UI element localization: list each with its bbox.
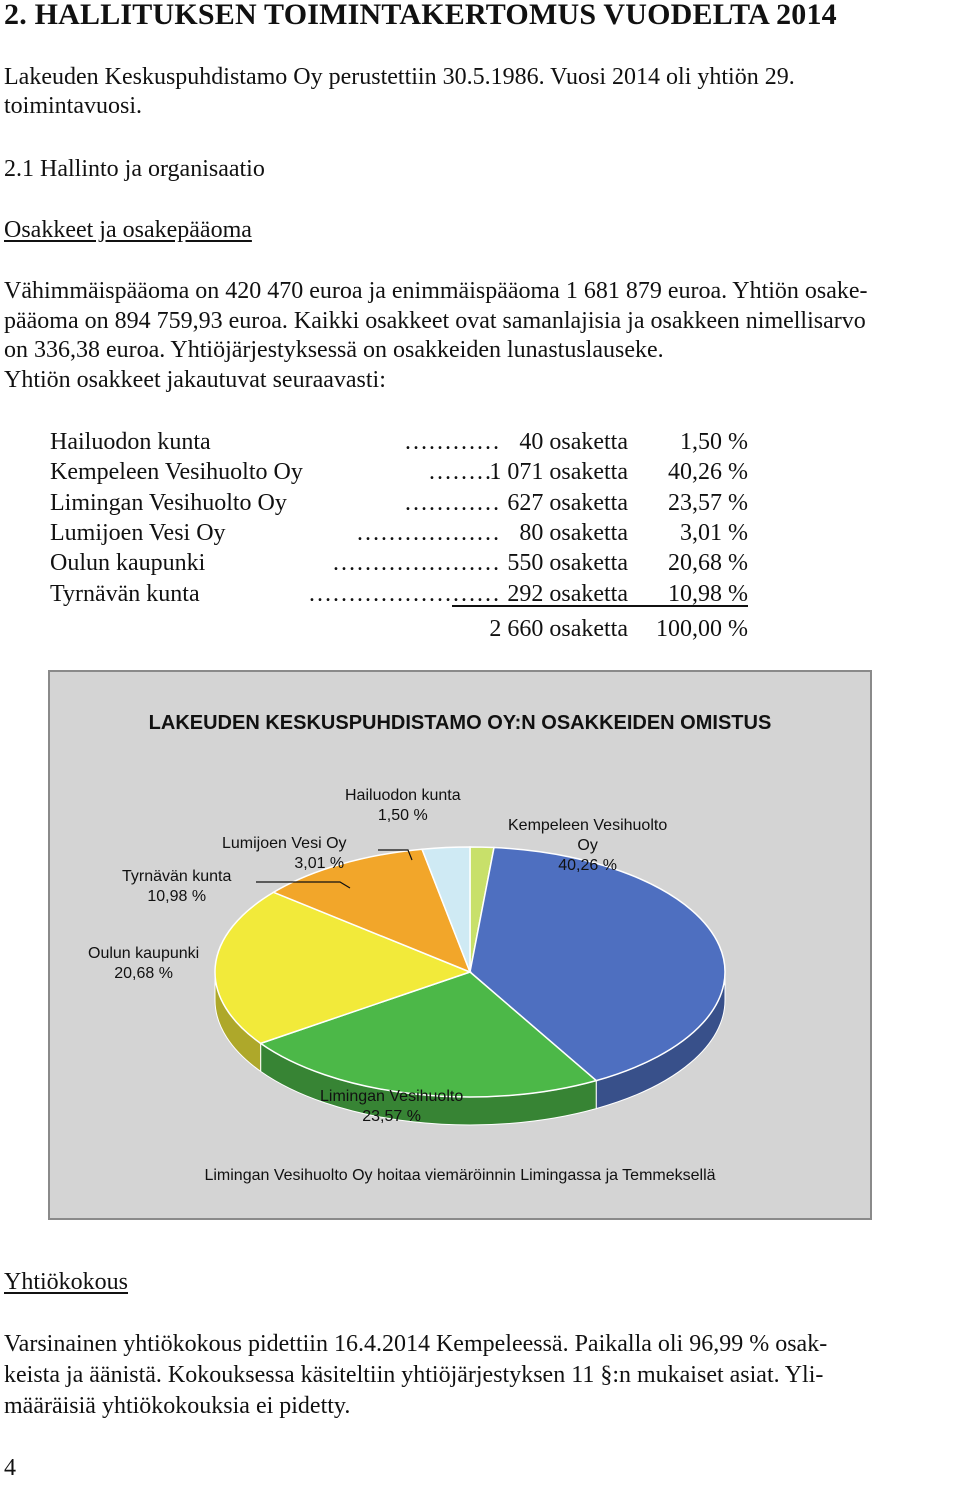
total-share-percent: 100,00 % xyxy=(656,616,748,642)
leader-dots: ………… xyxy=(404,490,500,516)
share-count: 1 071 osaketta xyxy=(489,459,628,485)
pie-label-oulu: Oulun kaupunki 20,68 % xyxy=(88,945,200,982)
shareholder-name: Kempeleen Vesihuolto Oy xyxy=(50,459,303,485)
ownership-pie-chart xyxy=(48,670,872,1220)
leader-dots: ………… xyxy=(404,429,500,455)
leader-dots: …………………… xyxy=(308,581,500,607)
share-count: 40 osaketta xyxy=(519,429,628,455)
shareholder-name: Tyrnävän kunta xyxy=(50,581,200,607)
share-percent: 40,26 % xyxy=(668,459,748,485)
meeting-line: määräisiä yhtiökokouksia ei pidetty. xyxy=(4,1393,351,1419)
leader-dots: ……… xyxy=(428,459,500,485)
pie-label-kempele: Kempeleen Vesihuolto Oy 40,26 % xyxy=(508,817,668,874)
share-percent: 1,50 % xyxy=(680,429,748,455)
share-percent: 10,98 % xyxy=(668,581,748,607)
subsection-shares-title: Osakkeet ja osakepääoma xyxy=(4,217,252,243)
chart-title: LAKEUDEN KESKUSPUHDISTAMO OY:N OSAKKEIDEN OMISTUS xyxy=(148,712,772,734)
section-title: 2.1 Hallinto ja organisaatio xyxy=(4,156,265,182)
shareholder-name: Hailuodon kunta xyxy=(50,429,211,455)
meeting-line: keista ja äänistä. Kokouksessa käsiteltiin yhtiöjärjestyksen 11 §:n mukaiset asiat. Yli- xyxy=(4,1362,824,1388)
share-percent: 3,01 % xyxy=(680,520,748,546)
page-number: 4 xyxy=(4,1455,16,1481)
total-rule xyxy=(452,605,748,607)
shareholder-name: Limingan Vesihuolto Oy xyxy=(50,490,287,516)
meeting-line: Varsinainen yhtiökokous pidettiin 16.4.2014 Kempeleessä. Paikalla oli 96,99 % osak- xyxy=(4,1331,828,1357)
shareholder-row xyxy=(50,457,750,487)
share-percent: 23,57 % xyxy=(668,490,748,516)
share-count: 292 osaketta xyxy=(507,581,628,607)
subsection-meeting-title: Yhtiökokous xyxy=(4,1269,129,1295)
intro-line: toimintavuosi. xyxy=(4,93,142,119)
leader-dots: ………………… xyxy=(332,550,500,576)
meeting-paragraph xyxy=(4,1329,956,1422)
shareholder-name: Lumijoen Vesi Oy xyxy=(50,520,226,546)
shareholder-row xyxy=(50,488,750,518)
pie-label-hailuoto: Hailuodon kunta 1,50 % xyxy=(345,787,461,824)
shareholder-row xyxy=(50,518,750,548)
share-count: 550 osaketta xyxy=(507,550,628,576)
intro-paragraph xyxy=(4,63,956,121)
chart-footnote: Limingan Vesihuolto Oy hoitaa viemäröinnin Limingassa ja Temmeksellä xyxy=(204,1167,716,1184)
share-percent: 20,68 % xyxy=(668,550,748,576)
capital-line: pääoma on 894 759,93 euroa. Kaikki osakkeet ovat samanlajisia ja osakkeen nimellisarvo xyxy=(4,307,866,334)
capital-line: on 336,38 euroa. Yhtiöjärjestyksessä on osakkeiden lunastuslauseke. xyxy=(4,337,664,363)
shareholder-name: Oulun kaupunki xyxy=(50,550,206,576)
share-count: 627 osaketta xyxy=(507,490,628,516)
total-share-count: 2 660 osaketta xyxy=(489,616,628,642)
capital-line: Yhtiön osakkeet jakautuvat seuraavasti: xyxy=(4,366,386,393)
capital-paragraph xyxy=(4,277,956,395)
share-count: 80 osaketta xyxy=(519,520,628,546)
pie-label-lumijoki: Lumijoen Vesi Oy 3,01 % xyxy=(222,835,347,872)
leader-dots: ……………… xyxy=(356,520,500,546)
capital-line: Vähimmäispääoma on 420 470 euroa ja enimmäispääoma 1 681 879 euroa. Yhtiön osake- xyxy=(4,278,868,304)
shareholder-row xyxy=(50,548,750,578)
pie-label-tyrnava: Tyrnävän kunta 10,98 % xyxy=(122,868,232,905)
shares-total-row xyxy=(50,614,750,644)
page-heading: 2. HALLITUKSEN TOIMINTAKERTOMUS VUODELTA 2014 xyxy=(4,0,837,31)
intro-line: Lakeuden Keskuspuhdistamo Oy perustettiin 30.5.1986. Vuosi 2014 oli yhtiön 29. xyxy=(4,64,795,90)
pie-label-liminka: Limingan Vesihuolto 23,57 % xyxy=(320,1088,464,1125)
shareholder-row xyxy=(50,427,750,457)
